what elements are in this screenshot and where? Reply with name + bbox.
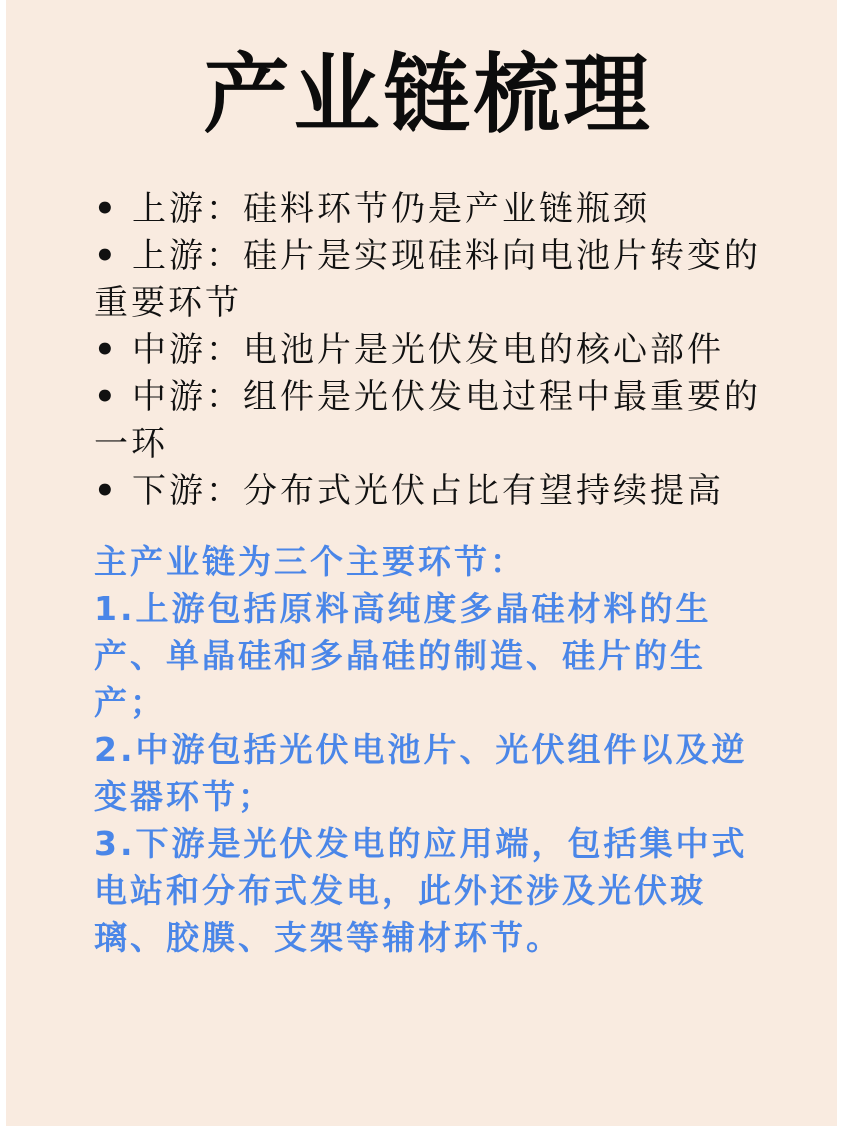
bullet-item-downstream	[94, 468, 766, 515]
bullet-item-midstream-module	[94, 374, 766, 468]
bullet-text: 上游：硅片是实现硅料向电池片转变的重要环节	[94, 236, 761, 323]
bullet-marker: •	[94, 330, 119, 370]
bullet-text: 上游：硅料环节仍是产业链瓶颈	[132, 189, 650, 229]
page-title: 产业链梳理	[203, 45, 654, 145]
bullet-item-upstream-silicon	[94, 186, 766, 233]
summary-heading: 主产业链为三个主要环节：	[94, 542, 526, 581]
summary-item-midstream: 2.中游包括光伏电池片、光伏组件以及逆变器环节；	[94, 730, 748, 816]
bullet-text: 中游：电池片是光伏发电的核心部件	[132, 330, 724, 370]
bullet-marker: •	[94, 236, 119, 276]
summary-item-upstream: 1.上游包括原料高纯度多晶硅材料的生产、单晶硅和多晶硅的制造、硅片的生产；	[94, 589, 712, 722]
summary-section	[94, 538, 766, 961]
bullet-item-midstream-cell	[94, 327, 766, 374]
note-card	[6, 0, 837, 1126]
bullet-marker: •	[94, 471, 119, 511]
bullet-list	[94, 186, 766, 515]
summary-item-downstream: 3.下游是光伏发电的应用端，包括集中式电站和分布式发电，此外还涉及光伏玻璃、胶膜、支架等辅材环节。	[94, 824, 748, 957]
bullet-item-upstream-wafer	[94, 233, 766, 327]
bullet-marker: •	[94, 377, 119, 417]
bullet-text: 下游：分布式光伏占比有望持续提高	[132, 471, 724, 511]
bullet-text: 中游：组件是光伏发电过程中最重要的一环	[94, 377, 761, 464]
bullet-marker: •	[94, 189, 119, 229]
